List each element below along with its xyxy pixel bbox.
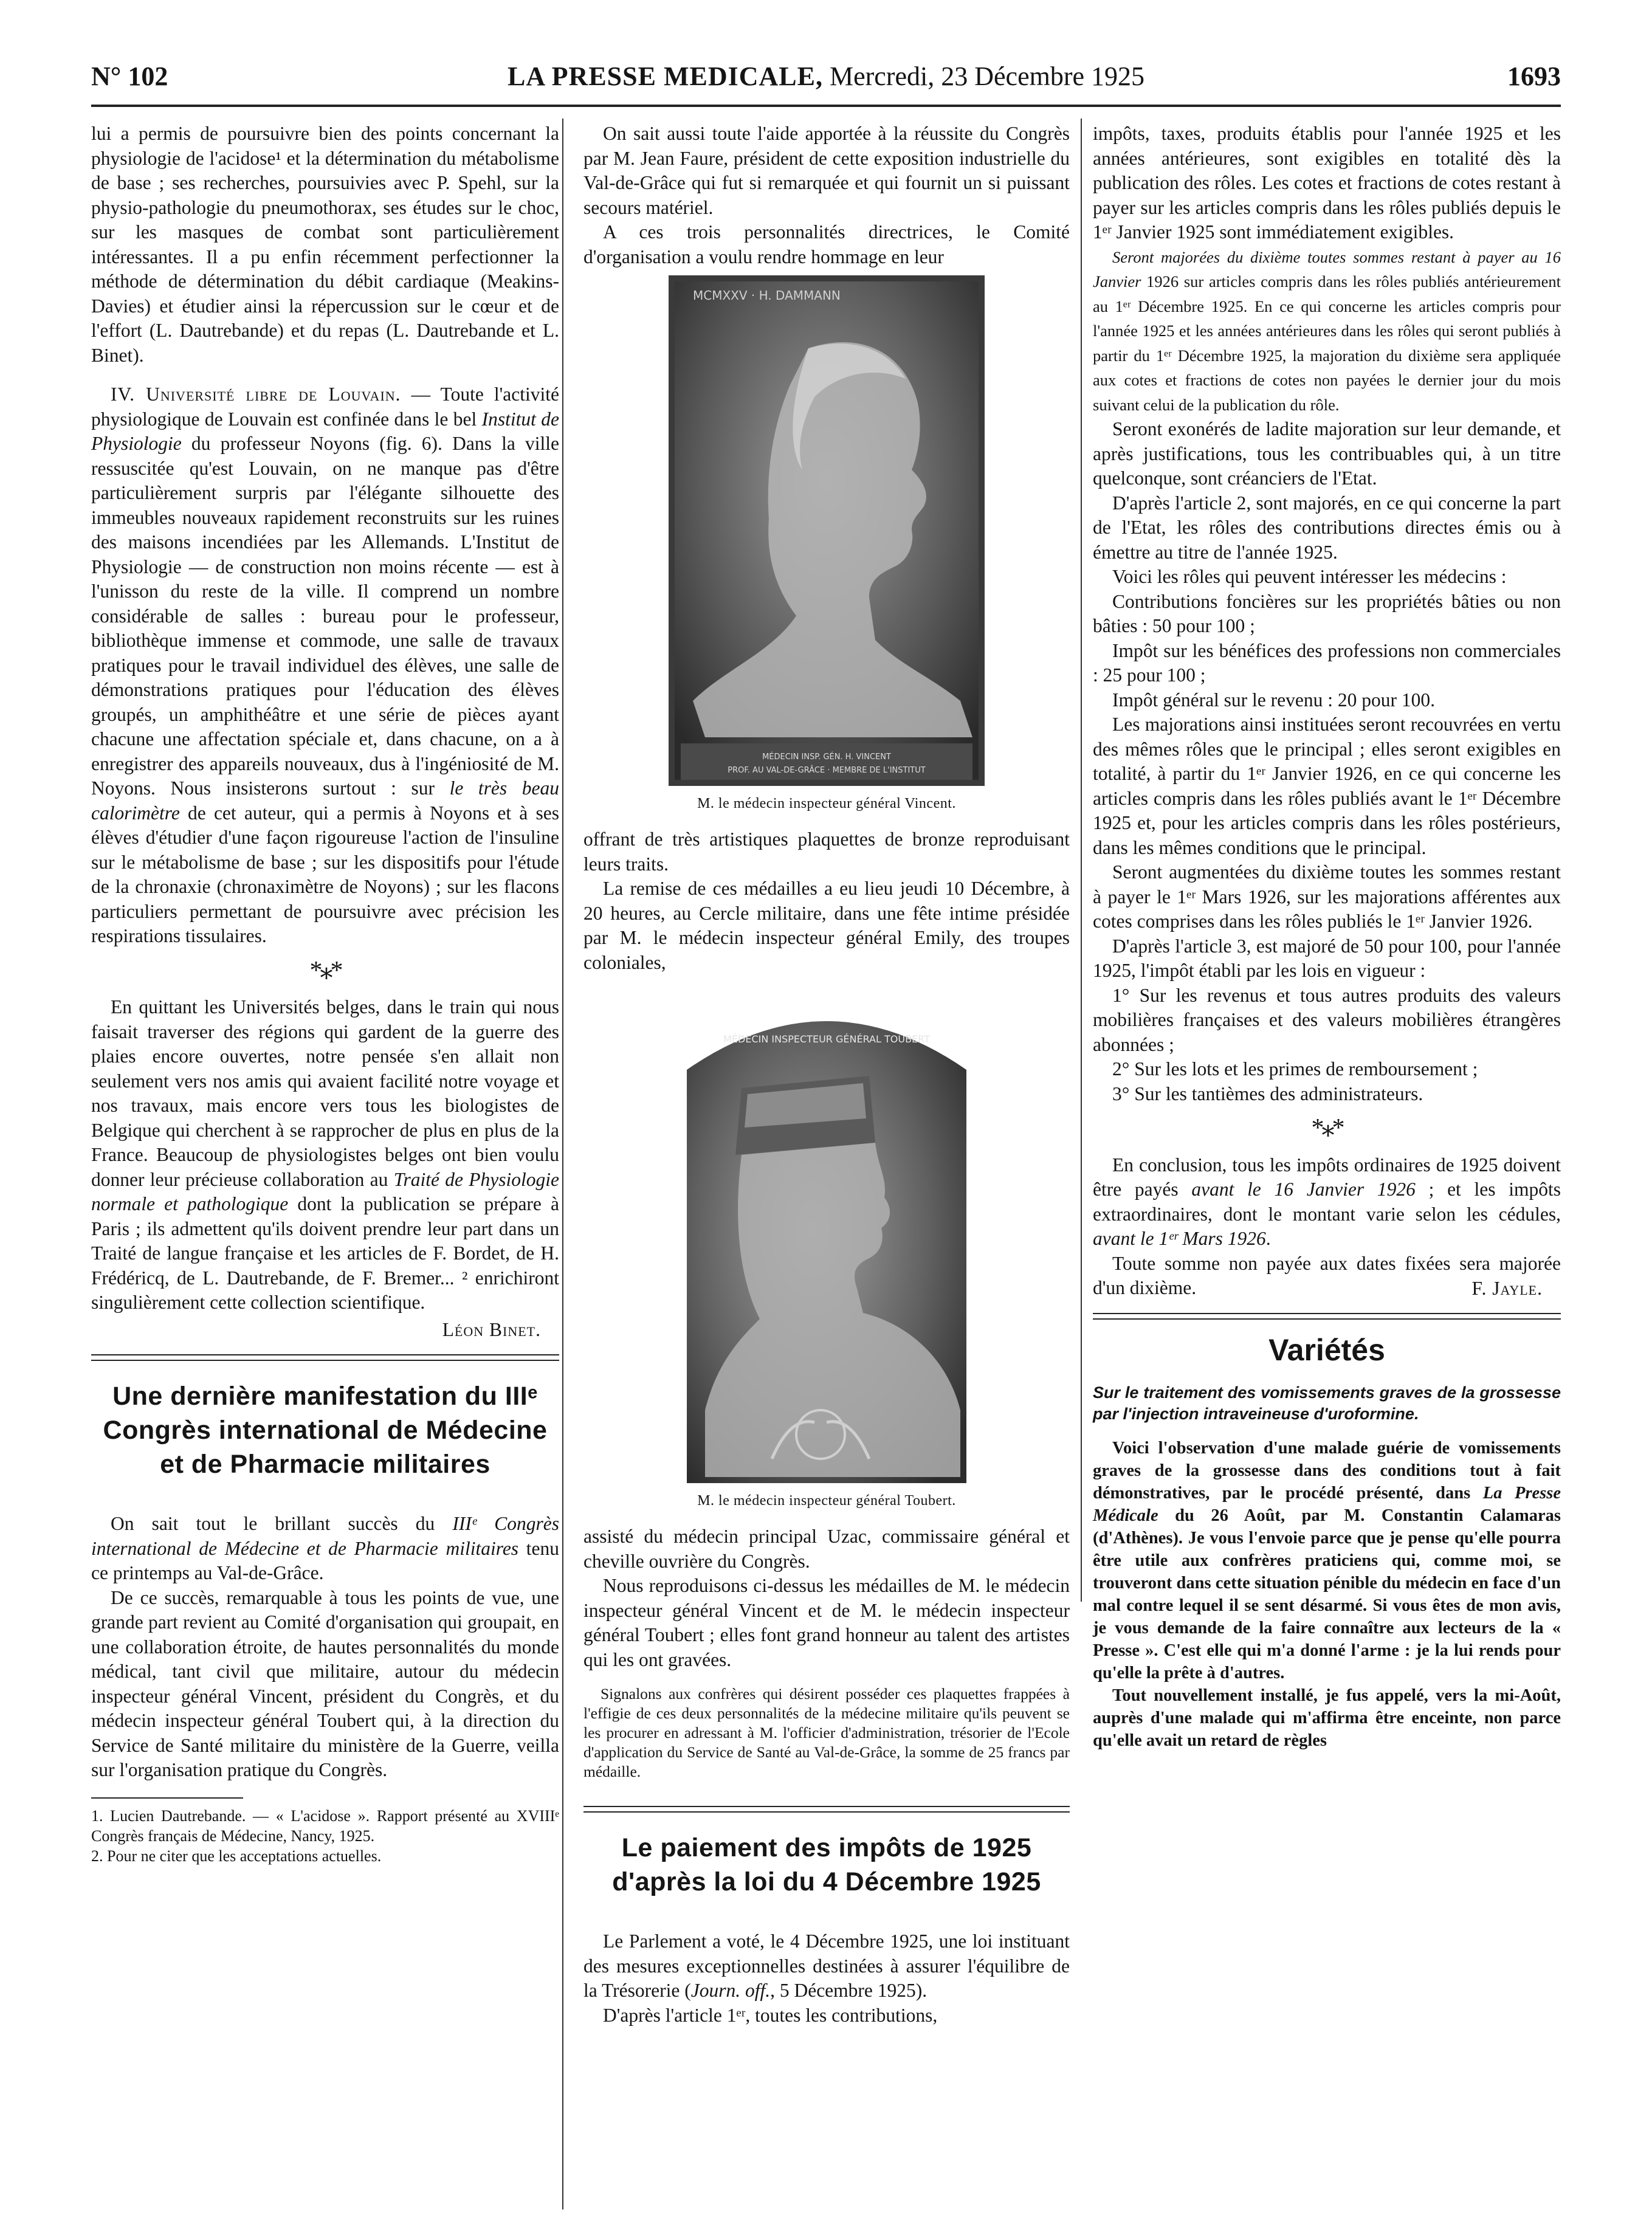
signature-jayle: F. Jayle. (1471, 1277, 1543, 1299)
headline-congres: Une dernière manifestation du IIIᵉ Congrès international de Médecine et de Pharmacie militaires (103, 1382, 548, 1479)
double-rule (583, 1806, 1070, 1813)
varietes-body (1093, 1437, 1561, 1752)
article-paragraph: impôts, taxes, produits établis pour l'année 1925 et les années antérieures, sont exigibles en totalité dès la publication des rôles. Les cotes et fractions de cotes restant à payer sur les articles compris dans les rôles publiés depuis le 1ᵉʳ Janvier 1925 sont immédiatement exigibles. (1093, 123, 1561, 243)
column-divider-2 (1081, 119, 1082, 1602)
section-title-varietes: Variétés (1268, 1333, 1385, 1367)
article-paragraph: D'après l'article 2, sont majorés, en ce qui concerne la part de l'Etat, les rôles des contributions directes émis ou à émettre au titre de l'année 1925. (1093, 492, 1561, 563)
article-paragraph: Tout nouvellement installé, je fus appelé, vers la mi-Août, auprès d'une malade qui m'affirma être enceinte, non parce qu'elle avait un retard de règles (1093, 1686, 1561, 1750)
running-header (91, 61, 1561, 97)
column-divider-1 (562, 119, 563, 2209)
medal-vincent-photo (669, 275, 985, 786)
article-paragraph: lui a permis de poursuivre bien des points concernant la physiologie de l'acidose¹ et la détermination du métabolisme de base ; ses recherches, poursuivies avec P. Spehl, sur la physio-pathologie du pneumothorax, ses études sur le choc, sur les masques de combat sont particulièrement intéressantes. Il a pu enfin récemment perfectionner la méthode de détermination du débit cardiaque (Meakins-Davies) et étudier ainsi la répercussion sur le cœur et de l'effort (L. Dautrebande) et du repas (L. Dautrebande et L. Binet). (91, 123, 559, 366)
article-paragraph: On sait aussi toute l'aide apportée à la réussite du Congrès par M. Jean Faure, président de cette exposition industrielle du Val-de-Grâce qui fut si remarquée et qui fournit un si puissant secours matériel. (583, 123, 1070, 218)
article-paragraph: En conclusion, tous les impôts ordinaires de 1925 doivent être payés avant le 16 Janvier 1926 ; et les impôts extraordinaires, dont le montant varie selon les cédules, avant le 1ᵉʳ Mars 1926. (1093, 1154, 1561, 1249)
caption-vincent: M. le médecin inspecteur général Vincent. (697, 796, 956, 811)
header-rule (91, 105, 1561, 107)
column-1 (91, 122, 559, 1866)
caption-toubert: M. le médecin inspecteur général Toubert. (697, 1493, 956, 1509)
article-paragraph: En quittant les Universités belges, dans le train qui nous faisait traverser des régions qui gardent de la guerre des plaies encore ouvertes, notre pensée s'en allait non seulement vers nos amis qui avaient facilité notre voyage et nos travaux, mais encore vers tous les biologistes de Belgique qui cherchent à se rapprocher de plus en plus de la France. Beaucoup de physiologistes belges ont bien voulu donner leur précieuse collaboration au Traité de Physiologie normale et pathologique dont la publication se prépare à Paris ; ils admettent qu'ils doivent prendre leur part dans un Traité de langue française et les articles de F. Bordet, de H. Frédéricq, de L. Dautrebande, de F. Bremer... ² enrichiront singulièrement cette collection scientifique. (91, 996, 559, 1313)
article-paragraph: On sait tout le brillant succès du IIIᵉ Congrès international de Médecine et de Pharmacie militaires tenu ce printemps au Val-de-Grâce. (91, 1513, 559, 1583)
article-paragraph: Seront augmentées du dixième toutes les sommes restant à payer le 1ᵉʳ Mars 1926, sur les majorations afférentes aux cotes comprises dans les rôles publiés le 1ᵉʳ Janvier 1926. (1093, 861, 1561, 932)
article-paragraph: Impôt général sur le revenu : 20 pour 100. (1112, 689, 1435, 711)
article-paragraph: La remise de ces médailles a eu lieu jeudi 10 Décembre, à 20 heures, au Cercle militaire, dans une fête intime présidée par M. le médecin inspecteur général Emily, des troupes coloniales, (583, 878, 1070, 973)
article-paragraph: De ce succès, remarquable à tous les points de vue, une grande part revient au Comité d'organisation qui groupait, en une collaboration étroite, de hautes personnalités du monde médical, tant civil que militaire, autour du médecin inspecteur général Vincent, président du Congrès, et du médecin inspecteur général Toubert qui, à la direction du Service de Santé militaire du ministère de la Guerre, veilla sur l'organisation pratique du Congrès. (91, 1586, 559, 1780)
signature-binet: Léon Binet. (442, 1318, 541, 1340)
medal-toubert-photo (669, 997, 985, 1483)
subtitle-uroformine: Sur le traitement des vomissements graves de la grossesse par l'injection intraveineuse d'uroformine. (1093, 1383, 1561, 1423)
column-3 (1093, 122, 1561, 1752)
footnote-1: 1. Lucien Dautrebande. — « L'acidose ». Rapport présenté au XVIIIᵉ Congrès français de Médecine, Nancy, 1925. (91, 1806, 559, 1845)
article-paragraph: A ces trois personnalités directrices, le Comité d'organisation a voulu rendre hommage en leur (583, 221, 1070, 267)
article-paragraph: IV. Université libre de Louvain. — Toute l'activité physiologique de Louvain est confinée dans le bel Institut de Physiologie du professeur Noyons (fig. 6). Dans la ville ressuscitée qu'est Louvain, on ne manque pas d'être particulièrement surpris par l'élégante silhouette des immeubles nouveaux rapidement reconstruits sur les ruines des maisons incendiées par les Allemands. L'Institut de Physiologie — de construction non moins récente — est à l'unisson du reste de la ville. Il comprend un nombre considérable de salles : bureau pour le professeur, bibliothèque immense et commode, une salle de travaux pratiques pour le travail individuel des élèves, une salle de démonstrations pratiques pour l'éducation des élèves groupés, un amphithéâtre et une série de pièces ayant chacune une affectation spéciale et, dans chacune, on a à enregistrer des appareils nouveaux, dus à l'ingéniosité de M. Noyons. Nous insisterons surtout : sur le très beau calorimètre de cet auteur, qui a permis à Noyons et à ses élèves d'étudier d'une façon rigoureuse l'action de l'insuline sur le métabolisme de base ; sur les dispositifs pour l'étude de la chronaxie (chronaximètre de Noyons) ; sur les flacons particuliers permettant de poursuivre avec précision les respirations tissulaires. (91, 384, 559, 946)
footnotes (91, 1806, 559, 1866)
newspaper-title: LA PRESSE MEDICALE, Mercredi, 23 Décembre 1925 (507, 61, 1145, 91)
article-paragraph: D'après l'article 3, est majoré de 50 pour 100, pour l'année 1925, l'impôt établi par les lois en vigueur : (1093, 935, 1561, 981)
article-paragraph: Contributions foncières sur les propriétés bâties ou non bâties : 50 pour 100 ; (1093, 590, 1561, 636)
article-paragraph: D'après l'article 1ᵉʳ, toutes les contributions, (603, 2004, 938, 2026)
issue-number: N° 102 (91, 61, 168, 91)
headline-impots: Le paiement des impôts de 1925 d'après la loi du 4 Décembre 1925 (612, 1833, 1041, 1896)
svg-text:MÉDECIN INSPECTEUR GÉNÉRAL TOU: MÉDECIN INSPECTEUR GÉNÉRAL TOUBERT (723, 1033, 930, 1045)
article-paragraph: Impôt sur les bénéfices des professions non commerciales : 25 pour 100 ; (1093, 639, 1561, 686)
svg-text:PROF. AU VAL-DE-GRÂCE · MEMBRE: PROF. AU VAL-DE-GRÂCE · MEMBRE DE L'INSTITUT (728, 766, 926, 775)
article-paragraph: Nous reproduisons ci-dessus les médailles de M. le médecin inspecteur général Vincent et de M. le médecin inspecteur général Toubert ; elles font grand honneur au talent des artistes qui les ont gravées. (583, 1575, 1070, 1670)
footnote-2: 2. Pour ne citer que les acceptations actuelles. (91, 1847, 382, 1865)
double-rule (91, 1354, 559, 1361)
article-paragraph: Seront majorées du dixième toutes sommes restant à payer au 16 Janvier 1926 sur articles compris dans les rôles publiés antérieurement au 1ᵉʳ Décembre 1925. En ce qui concerne les articles compris pour l'année 1925 et les années antérieures dans les rôles qui seront publiés à partir du 1ᵉʳ Décembre 1925, la majoration du dixième sera appliquée aux cotes et fractions de cotes non payées le dernier jour du mois suivant celui de la publication du rôle. (1093, 247, 1561, 414)
svg-text:MÉDECIN INSP. GÉN. H. VINCENT: MÉDECIN INSP. GÉN. H. VINCENT (762, 752, 891, 762)
notice-small-print: Signalons aux confrères qui désirent posséder ces plaquettes frappées à l'effigie de ces deux personnalités de la médecine militaire qu'ils peuvent se les procurer en adressant à M. l'officier d'administration, trésorier de l'Ecole d'application du Service de Santé au Val-de-Grâce, la somme de 25 francs par médaille. (583, 1685, 1070, 1780)
article-paragraph: Toute somme non payée aux dates fixées sera majorée d'un dixième. (1093, 1252, 1561, 1298)
svg-text:MCMXXV · H. DAMMANN: MCMXXV · H. DAMMANN (693, 288, 841, 303)
article-paragraph: 3° Sur les tantièmes des administrateurs. (1112, 1083, 1423, 1104)
footnote-rule (91, 1797, 243, 1799)
article-paragraph: assisté du médecin principal Uzac, commissaire général et cheville ouvrière du Congrès. (583, 1526, 1070, 1572)
article-paragraph: Seront exonérés de ladite majoration sur leur demande, et après justifications, tous les contribuables qui, à un titre quelconque, sont créanciers de l'Etat. (1093, 418, 1561, 489)
page-number: 1693 (1507, 61, 1561, 91)
article-paragraph: 2° Sur les lots et les primes de remboursement ; (1112, 1058, 1478, 1080)
section-stars: *⁎* (309, 956, 341, 985)
article-paragraph: Voici l'observation d'une malade guérie de vomissements graves de la grossesse dans des conditions tout à fait démonstratives, par le procédé présenté, dans La Presse Médicale du 26 Août, par M. Constantin Calamaras (d'Athènes). Je vous l'envoie parce que je pense qu'elle pourra être utile aux confrères praticiens qui, comme moi, se trouveront dans cette situation pénible du médecin en face d'un mal contre lequel il se sent désarmé. Si vous êtes de mon avis, je vous demande de la faire connaître aux lecteurs de la « Presse ». C'est elle qui m'a donné l'arme : je la lui rends pour qu'elle la prête à d'autres. (1093, 1438, 1561, 1682)
section-stars: *⁎* (1311, 1114, 1343, 1142)
article-paragraph: Le Parlement a voté, le 4 Décembre 1925, une loi instituant des mesures exceptionnelles destinées à assurer l'équilibre de la Trésorerie (Journ. off., 5 Décembre 1925). (583, 1930, 1070, 2001)
article-paragraph: offrant de très artistiques plaquettes de bronze reproduisant leurs traits. (583, 828, 1070, 875)
article-paragraph: Voici les rôles qui peuvent intéresser les médecins : (1112, 566, 1507, 587)
double-rule (1093, 1313, 1561, 1320)
article-paragraph: 1° Sur les revenus et tous autres produits des valeurs mobilières françaises et des valeurs mobilières étrangères abonnées ; (1093, 984, 1561, 1055)
article-paragraph: Les majorations ainsi instituées seront recouvrées en vertu des mêmes rôles que le principal ; elles seront exigibles en totalité, à partir du 1ᵉʳ Janvier 1926, en ce qui concerne les articles compris dans les rôles publiés avant le 1ᵉʳ Décembre 1925 et, pour les articles compris dans les rôles postérieurs, dans les mêmes conditions que le principal. (1093, 714, 1561, 858)
column-2 (583, 122, 1070, 2028)
